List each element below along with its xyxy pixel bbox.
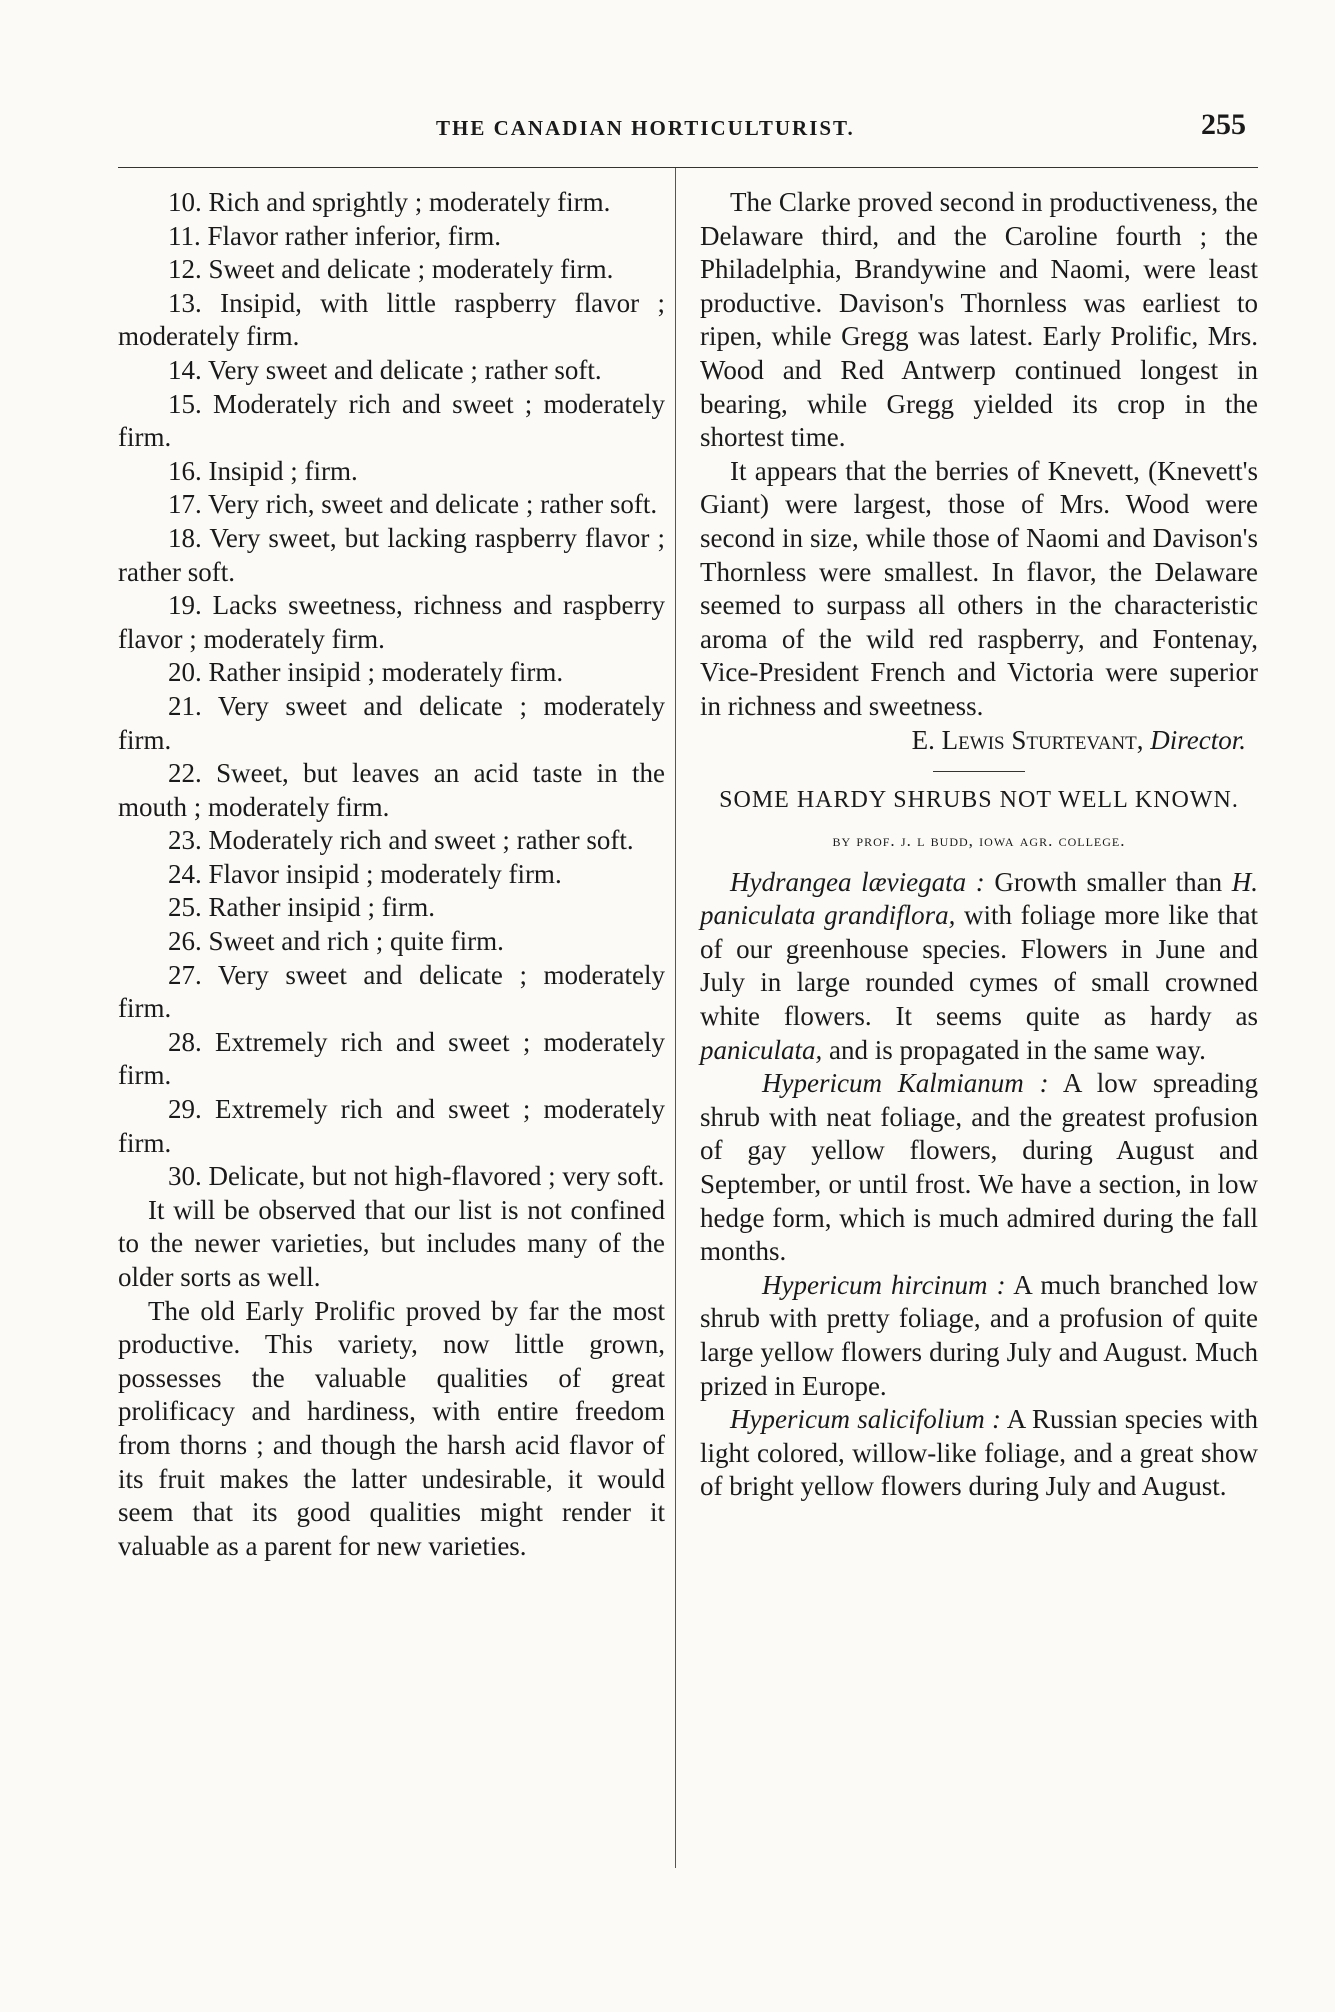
section-title: SOME HARDY SHRUBS NOT WELL KNOWN.	[719, 787, 1239, 814]
list-item: 23. Moderately rich and sweet ; rather soft.	[168, 825, 634, 856]
species-text: A Russian species with light colored, willow-like foliage, and a great show of bright yellow flowers during July and August.	[700, 1404, 1258, 1502]
species-paragraph	[700, 1403, 1258, 1504]
list-item: 26. Sweet and rich ; quite firm.	[168, 926, 504, 957]
section-divider	[933, 771, 1025, 772]
list-item: 22. Sweet, but leaves an acid taste in the mouth ; moderately firm.	[118, 758, 665, 822]
column-rule	[675, 168, 676, 1868]
signature	[700, 724, 1258, 758]
page-number: 255	[1201, 108, 1246, 141]
right-column	[700, 186, 1258, 1504]
list-item: 10. Rich and sprightly ; moderately firm.	[168, 187, 611, 217]
species-italic: H. paniculata grandiflora,	[700, 866, 1258, 931]
species-text: with foliage more like that of our greenhouse species. Flowers in June and July in large rounded cymes of small crowned white flowers. It seems quite as hardy as	[700, 900, 1258, 1032]
body-paragraph: The Clarke proved second in productiveness, the Delaware third, and the Caroline fourth ; the Philadelphia, Brandywine and Naomi, were least productive. Davison's Thornless was earliest to ripen, while Gregg was latest. Early Prolific, Mrs. Wood and Red Antwerp continued longest in bearing, while Gregg yielded its crop in the shortest time.	[700, 187, 1258, 453]
species-italic: paniculata,	[700, 1034, 823, 1065]
signature-name: E. Lewis Sturtevant,	[911, 724, 1144, 755]
list-item: 11. Flavor rather inferior, firm.	[168, 220, 502, 251]
list-item: 27. Very sweet and delicate ; moderately firm.	[118, 959, 665, 1024]
species-text: and is propagated in the same way.	[822, 1034, 1206, 1065]
list-item: 16. Insipid ; firm.	[168, 455, 358, 486]
left-column	[118, 186, 665, 1563]
list-item: 18. Very sweet, but lacking raspberry flavor ; rather soft.	[118, 522, 665, 587]
species-text: A much branched low shrub with pretty foliage, and a profusion of quite large yellow flowers during July and August. Much prized in Europe.	[700, 1269, 1258, 1401]
list-item: 17. Very rich, sweet and delicate ; rather soft.	[168, 489, 658, 520]
list-item: 25. Rather insipid ; firm.	[168, 892, 435, 923]
species-paragraph	[700, 866, 1258, 1068]
species-name: Hypericum hircinum :	[762, 1269, 1006, 1300]
species-name: Hydrangea læviegata :	[730, 866, 985, 897]
list-item: 14. Very sweet and delicate ; rather soft.	[168, 354, 602, 385]
signature-title: Director.	[1150, 724, 1246, 755]
list-item: 24. Flavor insipid ; moderately firm.	[168, 858, 562, 889]
species-paragraph	[700, 1269, 1258, 1403]
list-item: 29. Extremely rich and sweet ; moderately firm.	[118, 1094, 665, 1158]
species-name: Hypericum salicifolium :	[730, 1404, 1001, 1435]
species-text: A low spreading shrub with neat foliage, and the greatest profusion of gay yellow flowers, during August and September, or until frost. We have a section, in low hedge form, which is much admired during the fall months.	[700, 1068, 1258, 1267]
page-header	[118, 108, 1258, 152]
list-item: 30. Delicate, but not high-flavored ; very soft.	[168, 1161, 665, 1192]
body-paragraph: It will be observed that our list is not confined to the newer varieties, but includes many of the older sorts as well.	[118, 1194, 665, 1292]
list-item: 21. Very sweet and delicate ; moderately firm.	[118, 690, 665, 755]
running-title: THE CANADIAN HORTICULTURIST.	[436, 116, 855, 140]
species-name: Hypericum Kalmianum :	[762, 1068, 1049, 1099]
list-item: 28. Extremely rich and sweet ; moderately firm.	[118, 1026, 665, 1091]
list-item: 20. Rather insipid ; moderately firm.	[168, 657, 564, 688]
body-paragraph: The old Early Prolific proved by far the most productive. This variety, now little grown, possesses the valuable qualities of great prolificacy and hardiness, with entire freedom from thorns ; and though the harsh acid flavor of its fruit makes the latter undesirable, it would seem that its good qualities might render it valuable as a parent for new varieties.	[118, 1295, 665, 1561]
list-item: 19. Lacks sweetness, richness and raspberry flavor ; moderately firm.	[118, 590, 665, 654]
species-paragraph	[700, 1067, 1258, 1269]
body-paragraph: It appears that the berries of Knevett, (Knevett's Giant) were largest, those of Mrs. Wood were second in size, while those of Naomi and Davison's Thornless were smallest. In flavor, the Delaware seemed to surpass all others in the characteristic aroma of the wild red raspberry, and Fontenay, Vice-President French and Victoria were superior in richness and sweetness.	[700, 455, 1258, 721]
list-item: 13. Insipid, with little raspberry flavor ; moderately firm.	[118, 287, 665, 352]
header-rule	[118, 167, 1258, 168]
species-text: Growth smaller than	[984, 866, 1232, 897]
list-item: 15. Moderately rich and sweet ; moderately firm.	[118, 388, 665, 453]
byline: by prof. j. l budd, iowa agr. college.	[832, 831, 1126, 851]
list-item: 12. Sweet and delicate ; moderately firm.	[168, 254, 614, 285]
